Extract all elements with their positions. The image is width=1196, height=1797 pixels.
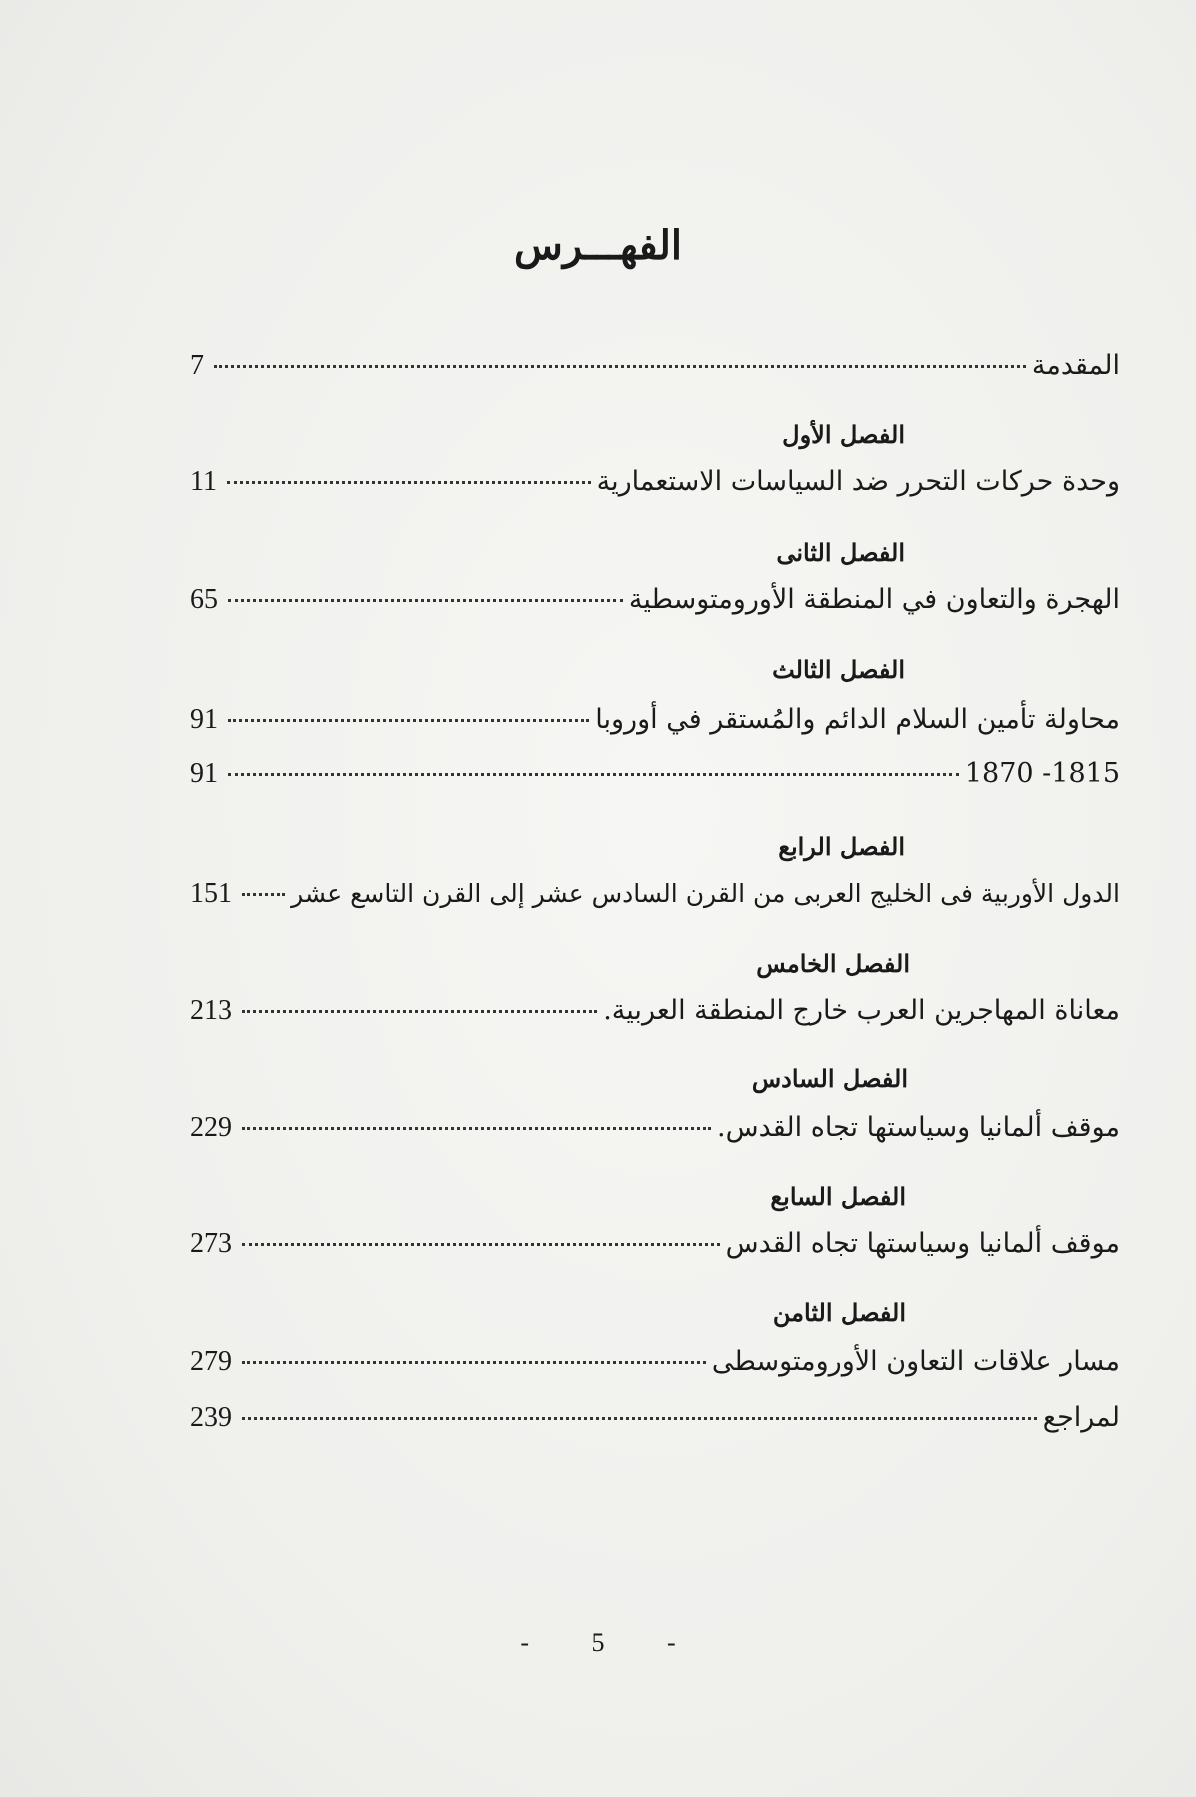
dot-leader (242, 1417, 1037, 1420)
toc-entry[interactable] (190, 1346, 1120, 1390)
toc-page-number: 11 (190, 466, 217, 497)
dot-leader (242, 1243, 720, 1246)
chapter-heading-6: الفصل السادس (751, 1064, 908, 1093)
toc-entry-title: معاناة المهاجرين العرب خارج المنطقة العربية. (603, 995, 1120, 1026)
toc-page-number: 273 (190, 1228, 232, 1259)
toc-entry[interactable] (190, 704, 1120, 748)
toc-entry-introduction[interactable] (190, 350, 1120, 394)
toc-page-number: 91 (190, 704, 218, 735)
dot-leader (228, 773, 959, 776)
toc-entry-title: موقف ألمانيا وسياستها تجاه القدس (725, 1228, 1120, 1259)
dot-leader (242, 1010, 597, 1013)
toc-entry[interactable] (190, 1228, 1120, 1272)
toc-entry[interactable] (190, 466, 1120, 510)
toc-entry-title: موقف ألمانيا وسياستها تجاه القدس. (717, 1112, 1120, 1143)
toc-page-number: 151 (190, 878, 232, 909)
toc-entry[interactable] (190, 995, 1120, 1039)
toc-entry[interactable] (190, 584, 1120, 628)
toc-entry-references[interactable] (190, 1402, 1120, 1446)
page-title: الفهـــرس (513, 222, 683, 269)
dot-leader (228, 599, 623, 602)
dot-leader (227, 481, 591, 484)
toc-entry-title: المقدمة (1031, 350, 1120, 381)
toc-entry-title: مسار علاقات التعاون الأورومتوسطى (711, 1346, 1120, 1377)
footer-dash-left: - (520, 1628, 529, 1657)
toc-page-number: 65 (190, 584, 218, 615)
toc-entry-title: الدول الأوربية فى الخليج العربى من القرن السادس عشر إلى القرن التاسع عشر (291, 879, 1120, 908)
dot-leader (242, 893, 285, 896)
toc-entry-title: 1815- 1870 (964, 758, 1120, 789)
chapter-heading-1: الفصل الأول (782, 420, 905, 449)
chapter-heading-2: الفصل الثانى (776, 538, 905, 567)
toc-page-number: 279 (190, 1346, 232, 1377)
toc-entry[interactable] (190, 1112, 1120, 1156)
footer-dash-right: - (667, 1628, 676, 1657)
toc-entry[interactable] (190, 878, 1120, 922)
toc-page-number: 213 (190, 995, 232, 1026)
toc-page-number: 229 (190, 1112, 232, 1143)
dot-leader (228, 719, 589, 722)
chapter-heading-7: الفصل السابع (770, 1182, 906, 1211)
chapter-heading-8: الفصل الثامن (772, 1298, 906, 1327)
toc-page-number: 7 (190, 350, 204, 381)
toc-entry-title: الهجرة والتعاون في المنطقة الأورومتوسطية (628, 584, 1120, 615)
page-number-footer (0, 1628, 1196, 1658)
toc-entry[interactable] (190, 758, 1120, 802)
chapter-heading-4: الفصل الرابع (778, 832, 905, 861)
dot-leader (242, 1361, 706, 1364)
chapter-heading-5: الفصل الخامس (756, 949, 910, 978)
dot-leader (214, 365, 1026, 368)
chapter-heading-3: الفصل الثالث (772, 655, 905, 684)
toc-entry-title: وحدة حركات التحرر ضد السياسات الاستعمارية (596, 466, 1120, 497)
page-number: 5 (591, 1628, 605, 1657)
toc-entry-title: لمراجع (1042, 1402, 1120, 1433)
toc-page-number: 239 (190, 1402, 232, 1433)
toc-entry-title: محاولة تأمين السلام الدائم والمُستقر في أوروبا (595, 704, 1120, 735)
toc-page-number: 91 (190, 758, 218, 789)
dot-leader (242, 1127, 711, 1130)
